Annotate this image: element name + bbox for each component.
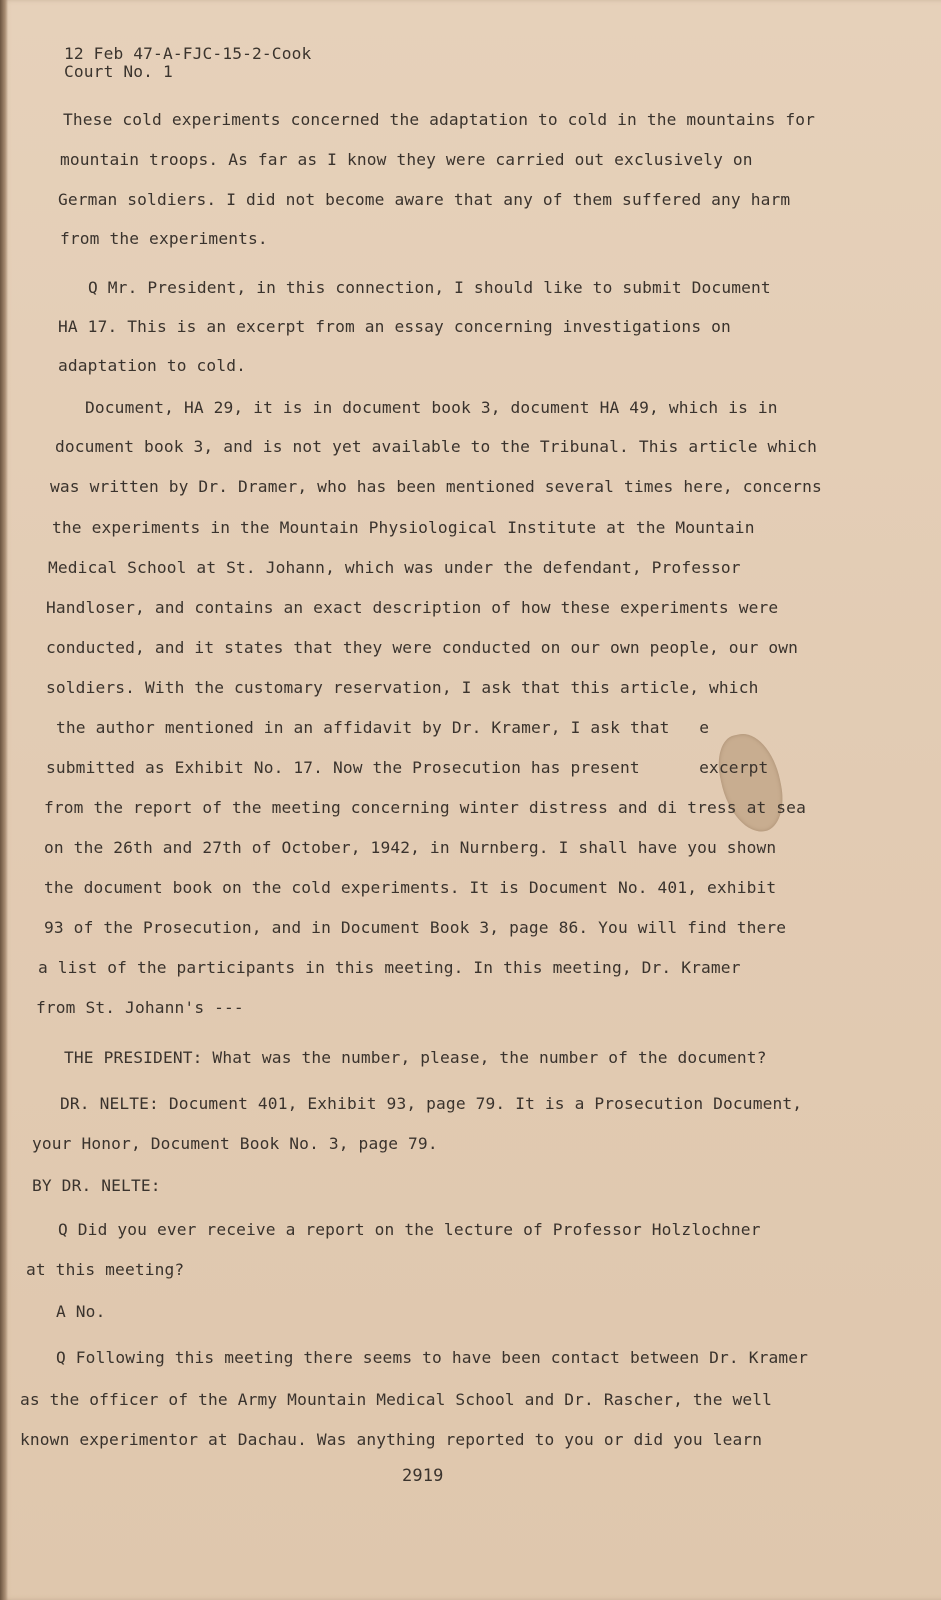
text-line: adaptation to cold.	[58, 356, 247, 375]
text-line: your Honor, Document Book No. 3, page 79.	[32, 1134, 438, 1153]
text-line: at this meeting?	[26, 1260, 185, 1279]
text-line: THE PRESIDENT: What was the number, please, the number of the document?	[64, 1048, 767, 1067]
text-line: the author mentioned in an affidavit by Dr. Kramer, I ask that e	[56, 718, 710, 737]
page-number: 2919	[402, 1466, 444, 1486]
text-line: Document, HA 29, it is in document book 3, document HA 49, which is in	[85, 398, 778, 417]
text-line: on the 26th and 27th of October, 1942, in Nurnberg. I shall have you shown	[44, 838, 777, 857]
header-reference: 12 Feb 47-A-FJC-15-2-Cook	[64, 44, 312, 63]
text-line: from St. Johann's ---	[36, 998, 244, 1017]
text-line: These cold experiments concerned the adaptation to cold in the mountains for	[63, 110, 816, 129]
text-line: as the officer of the Army Mountain Medical School and Dr. Rascher, the well	[20, 1390, 773, 1409]
text-line: Handloser, and contains an exact description of how these experiments were	[46, 598, 779, 617]
text-line: a list of the participants in this meeting. In this meeting, Dr. Kramer	[38, 958, 741, 977]
text-line: Q Did you ever receive a report on the lecture of Professor Holzlochner	[58, 1220, 761, 1239]
text-line: soldiers. With the customary reservation, I ask that this article, which	[46, 678, 759, 697]
text-line: German soldiers. I did not become aware that any of them suffered any harm	[58, 190, 791, 209]
text-line: the experiments in the Mountain Physiological Institute at the Mountain	[52, 518, 755, 537]
text-line: 93 of the Prosecution, and in Document Book 3, page 86. You will find there	[44, 918, 787, 937]
text-line: DR. NELTE: Document 401, Exhibit 93, page 79. It is a Prosecution Document,	[60, 1094, 803, 1113]
text-line: Q Mr. President, in this connection, I should like to submit Document	[88, 278, 771, 297]
text-line: mountain troops. As far as I know they were carried out exclusively on	[60, 150, 753, 169]
text-line: from the experiments.	[60, 229, 268, 248]
text-line: Q Following this meeting there seems to have been contact between Dr. Kramer	[56, 1348, 809, 1367]
text-line: A No.	[56, 1302, 106, 1321]
text-line: BY DR. NELTE:	[32, 1176, 161, 1195]
text-line: HA 17. This is an excerpt from an essay concerning investigations on	[58, 317, 731, 336]
text-line: the document book on the cold experiments. It is Document No. 401, exhibit	[44, 878, 777, 897]
text-line: Medical School at St. Johann, which was under the defendant, Professor	[48, 558, 741, 577]
header-court: Court No. 1	[64, 62, 173, 81]
text-line: conducted, and it states that they were conducted on our own people, our own	[46, 638, 799, 657]
text-line: document book 3, and is not yet available to the Tribunal. This article which	[55, 437, 817, 456]
text-line: from the report of the meeting concerning winter distress and di tress at sea	[44, 798, 806, 817]
text-line: submitted as Exhibit No. 17. Now the Prosecution has present excerpt	[46, 758, 769, 777]
text-line: known experimentor at Dachau. Was anything reported to you or did you learn	[20, 1430, 763, 1449]
text-line: was written by Dr. Dramer, who has been mentioned several times here, concerns	[50, 477, 822, 496]
